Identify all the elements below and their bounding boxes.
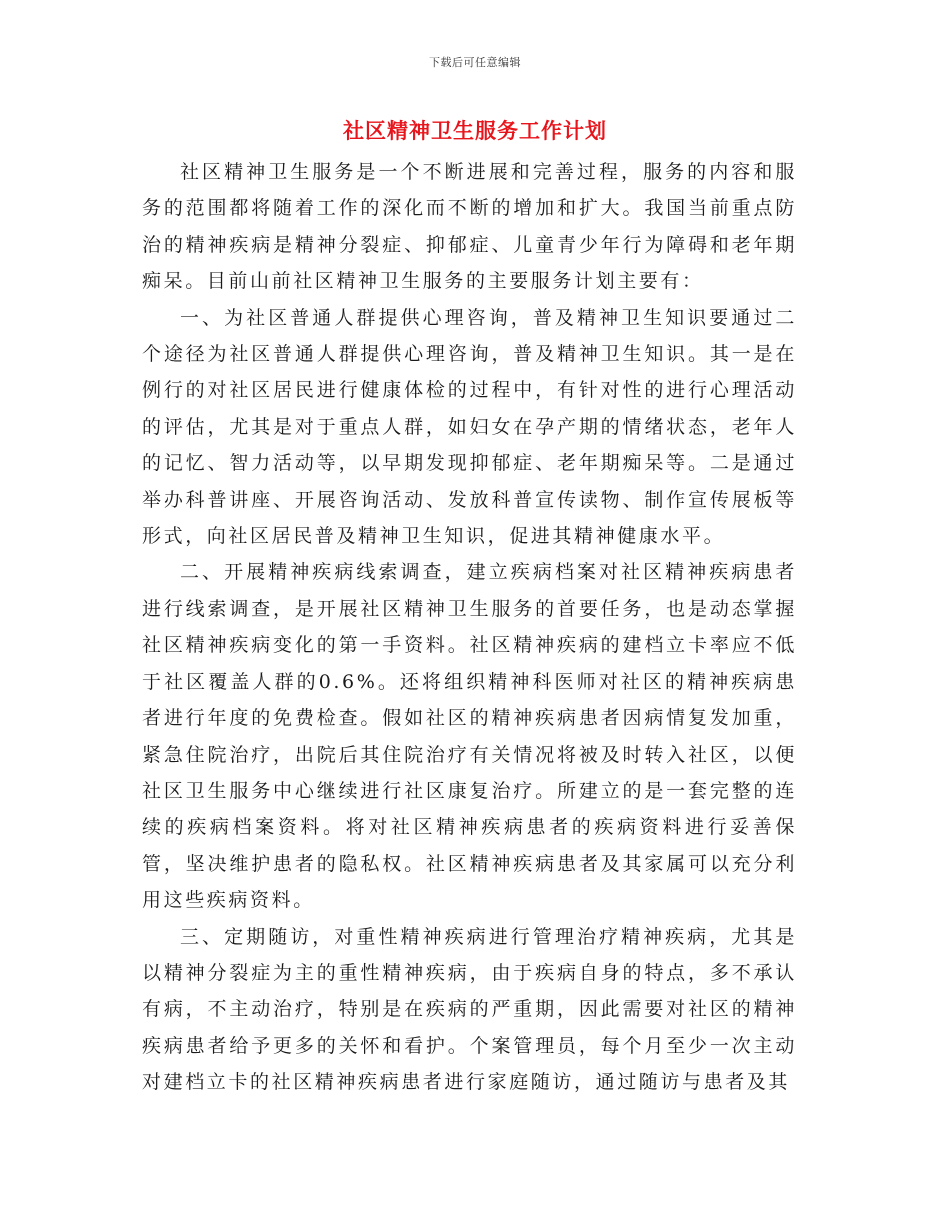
document-body [142, 154, 797, 1101]
paragraph-intro: 社区精神卫生服务是一个不断进展和完善过程，服务的内容和服务的范围都将随着工作的深化而不断的增加和扩大。我国当前重点防治的精神疾病是精神分裂症、抑郁症、儿童青少年行为障碍和老年期痴呆。目前山前社区精神卫生服务的主要服务计划主要有： [142, 161, 797, 293]
paragraph-section-3: 三、定期随访，对重性精神疾病进行管理治疗精神疾病，尤其是以精神分裂症为主的重性精神疾病，由于疾病自身的特点，多不承认有病，不主动治疗，特别是在疾病的严重期，因此需要对社区的精神疾病患者给予更多的关怀和看护。个案管理员，每个月至少一次主动对建档立卡的社区精神疾病患者进行家庭随访，通过随访与患者及其 [142, 925, 797, 1094]
paragraph-section-2: 二、开展精神疾病线索调查，建立疾病档案对社区精神疾病患者进行线索调查，是开展社区精神卫生服务的首要任务，也是动态掌握社区精神疾病变化的第一手资料。社区精神疾病的建档立卡率应不低于社区覆盖人群的0.6%。还将组织精神科医师对社区的精神疾病患者进行年度的免费检查。假如社区的精神疾病患者因病情复发加重，紧急住院治疗，出院后其住院治疗有关情况将被及时转入社区，以便社区卫生服务中心继续进行社区康复治疗。所建立的是一套完整的连续的疾病档案资料。将对社区精神疾病患者的疾病资料进行妥善保管，坚决维护患者的隐私权。社区精神疾病患者及其家属可以充分利用这些疾病资料。 [142, 561, 797, 912]
paragraph-section-1: 一、为社区普通人群提供心理咨询，普及精神卫生知识要通过二个途径为社区普通人群提供心理咨询，普及精神卫生知识。其一是在例行的对社区居民进行健康体检的过程中，有针对性的进行心理活动的评估，尤其是对于重点人群，如妇女在孕产期的情绪状态，老年人的记忆、智力活动等，以早期发现抑郁症、老年期痴呆等。二是通过举办科普讲座、开展咨询活动、发放科普宣传读物、制作宣传展板等形式，向社区居民普及精神卫生知识，促进其精神健康水平。 [142, 306, 797, 548]
document-title: 社区精神卫生服务工作计划 [343, 118, 607, 143]
page-header-note: 下载后可任意编辑 [429, 56, 521, 69]
